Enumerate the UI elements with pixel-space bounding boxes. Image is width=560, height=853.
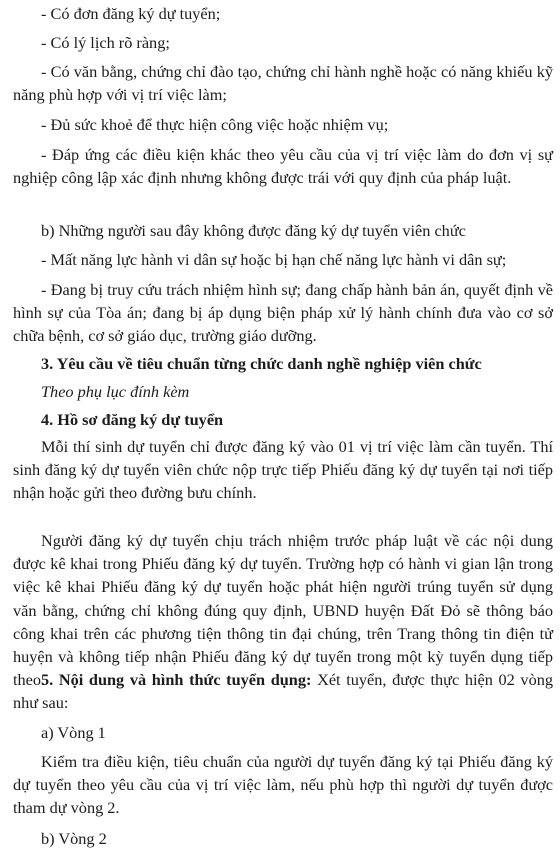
responsibility-paragraph: Người đăng ký dự tuyển chịu trách nhiệm trước pháp luật về các nội dung được kê khai trong Phiếu đăng ký dự tuyển. Trường hợp có hành vi gian lận trong việc kê khai Phiếu đăng ký dự tuyển hoặc phát hiện người trúng tuyển sử dụng văn bằng, chứng chỉ không đúng quy định, UBND huyện Đất Đỏ sẽ thông báo công khai trên các phương tiện thông tin đại chúng, trên Trang thông tin điện tử huyện và không tiếp nhận Phiếu đăng ký dự tuyển trong một kỳ tuyển dụng tiếp theo. — [13, 531, 553, 690]
registration-paragraph: Mỗi thí sinh dự tuyển chỉ được đăng ký vào 01 vị trí việc làm cần tuyển. Thí sinh đăng ký dự tuyển viên chức nộp trực tiếp Phiếu đăng ký dự tuyển tại nơi tiếp nhận hoặc gửi theo đường bưu chính. — [13, 436, 553, 503]
condition-clear-background: - Có lý lịch rõ ràng; — [41, 33, 170, 53]
section-5-label: 5. Nội dung và hình thức tuyển dụng: — [41, 670, 312, 690]
round-1-heading: a) Vòng 1 — [41, 723, 106, 743]
section-5-heading — [13, 668, 553, 714]
ineligible-heading: b) Những người sau đây không được đăng ký dự tuyển viên chức — [41, 221, 466, 241]
condition-qualifications: - Có văn bằng, chứng chỉ đào tạo, chứng chỉ hành nghề hoặc có năng khiếu kỹ năng phù hợp với vị trí việc làm; — [13, 61, 553, 105]
condition-other-requirements: - Đáp ứng các điều kiện khác theo yêu cầu của vị trí việc làm do đơn vị sự nghiệp công lập xác định nhưng không được trái với quy định của pháp luật. — [13, 144, 553, 187]
ineligible-civil-capacity: - Mất năng lực hành vi dân sự hoặc bị hạn chế năng lực hành vi dân sự; — [41, 249, 507, 269]
round-1-description: Kiểm tra điều kiện, tiêu chuẩn của người dự tuyển đăng ký tại Phiếu đăng ký dự tuyển theo yêu cầu của vị trí việc làm, nếu phù hợp thì người dự tuyển được tham dự vòng 2. — [13, 751, 553, 818]
condition-health: - Đủ sức khoẻ để thực hiện công việc hoặc nhiệm vụ; — [41, 115, 389, 135]
ineligible-criminal: - Đang bị truy cứu trách nhiệm hình sự; đang chấp hành bản án, quyết định về hình sự của Tòa án; đang bị áp dụng biện pháp xử lý hành chính đưa vào cơ sở chữa bệnh, cơ sở giáo dục, trường giáo dưỡng. — [13, 280, 553, 346]
section-3-heading: 3. Yêu cầu về tiêu chuẩn từng chức danh nghề nghiệp viên chức — [41, 353, 482, 373]
section-3-note: Theo phụ lục đính kèm — [41, 382, 190, 402]
round-2-heading: b) Vòng 2 — [41, 828, 107, 848]
section-4-heading: 4. Hồ sơ đăng ký dự tuyển — [41, 410, 224, 430]
section-5-text: Xét tuyển, được thực hiện 02 vòng như sau: — [13, 670, 553, 713]
condition-application-form: - Có đơn đăng ký dự tuyển; — [41, 4, 221, 23]
